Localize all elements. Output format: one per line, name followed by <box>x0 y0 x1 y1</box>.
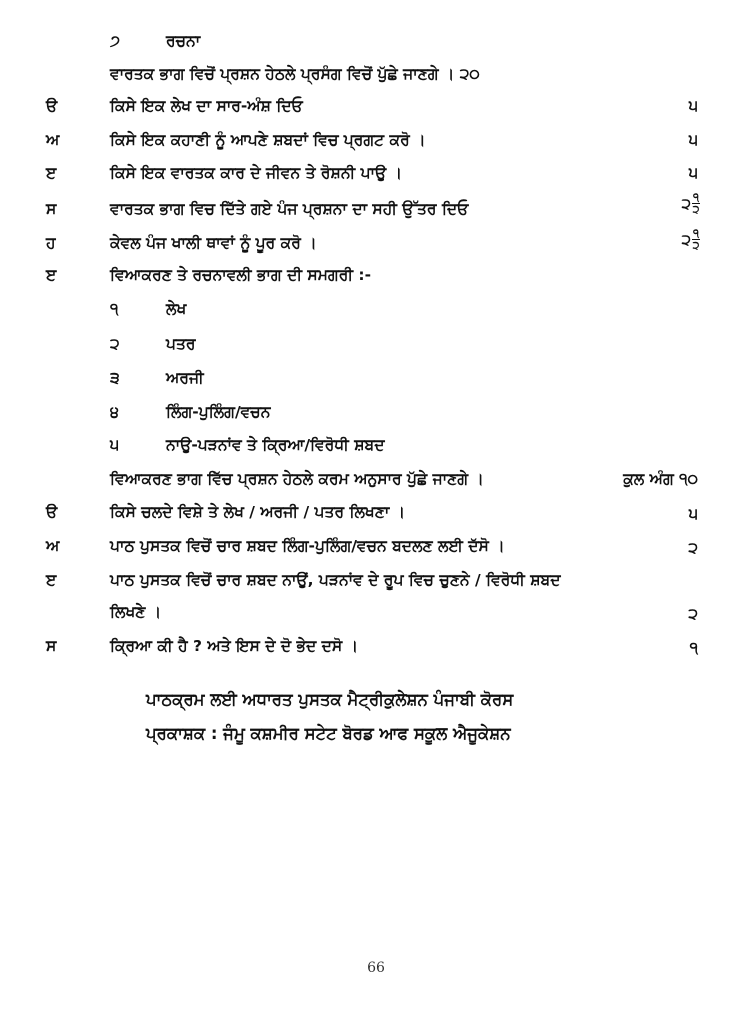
prose-item-label: ਸ <box>46 200 57 218</box>
fraction-denominator: ੨ <box>692 239 700 252</box>
prose-item-text: ਕਿਸੇ ਇਕ ਵਾਰਤਕ ਕਾਰ ਦੇ ਜੀਵਨ ਤੇ ਰੋਸ਼ਨੀ ਪਾਉ । <box>110 164 403 182</box>
topic-text: ਲਿੰਗ-ਪੁਲਿੰਗ/ਵਚਨ <box>166 403 271 421</box>
grammar-item-marks: ੧ <box>689 639 698 657</box>
prose-item-label: ਅ <box>46 131 60 149</box>
topic-text: ਲੇਖ <box>166 300 187 318</box>
fraction-denominator: ੨ <box>692 203 700 216</box>
topic-text: ਪਤਰ <box>166 335 196 353</box>
grammar-item-text: ਕਿਸੇ ਚਲਦੇ ਵਿਸ਼ੇ ਤੇ ਲੇਖ / ਅਰਜੀ / ਪਤਰ ਲਿਖਣਾ । <box>110 503 406 521</box>
section-number: ੭ <box>110 32 120 50</box>
topic-number: ੩ <box>110 369 120 387</box>
grammar-item-label: ਸ <box>46 637 57 655</box>
prose-item-label: ੲ <box>46 164 57 182</box>
topic-number: ੪ <box>110 403 119 421</box>
prose-intro: ਵਾਰਤਕ ਭਾਗ ਵਿਚੋਂ ਪ੍ਰਸ਼ਨ ਹੇਠਲੇ ਪ੍ਰਸੰਗ ਵਿਚੋਂ ਪੁੱਛੇ ਜਾਣਗੇ । ੨੦ <box>110 65 480 83</box>
grammar-intro: ਵਿਆਕਰਣ ਭਾਗ ਵਿੱਚ ਪ੍ਰਸ਼ਨ ਹੇਠਲੇ ਕਰਮ ਅਨੁਸਾਰ ਪੁੱਛੇ ਜਾਣਗੇ । <box>110 470 484 488</box>
fraction-part <box>692 228 700 251</box>
prose-item-label: ਹ <box>46 234 56 252</box>
section-title: ਰਚਨਾ <box>166 32 201 50</box>
grammar-item-text: ਕ੍ਰਿਆ ਕੀ ਹੈ ? ਅਤੇ ਇਸ ਦੇ ਦੋ ਭੇਦ ਦਸੋ । <box>110 637 359 655</box>
fraction-whole: ੨ <box>681 230 692 249</box>
topic-text: ਨਾਉ-ਪੜਨਾਂਵ ਤੇ ਕ੍ਰਿਆ/ਵਿਰੋਧੀ ਸ਼ਬਦ <box>166 436 385 454</box>
topic-number: ੨ <box>110 335 120 353</box>
grammar-item-label: ੳ <box>46 503 58 521</box>
prose-item-label: ੲ <box>46 266 57 284</box>
prose-item-marks: ੫ <box>688 164 698 182</box>
grammar-item-text: ਪਾਠ ਪੁਸਤਕ ਵਿਚੋਂ ਚਾਰ ਸ਼ਬਦ ਨਾਉਂ, ਪੜਨਾਂਵ ਦੇ ਰੂਪ ਵਿਚ ਚੁਣਨੇ / ਵਿਰੋਧੀ ਸ਼ਬਦ <box>110 571 561 589</box>
prose-item-text: ਵਿਆਕਰਣ ਤੇ ਰਚਨਾਵਲੀ ਭਾਗ ਦੀ ਸਮਗਰੀ :- <box>110 266 372 284</box>
prose-item-marks-fraction <box>682 192 700 215</box>
grammar-item-text-continued: ਲਿਖਣੇ । <box>110 603 162 621</box>
prose-item-marks: ੫ <box>688 97 698 115</box>
prose-item-text: ਕਿਸੇ ਇਕ ਲੇਖ ਦਾ ਸਾਰ-ਅੰਸ਼ ਦਿਓ <box>110 97 303 115</box>
publisher-line: ਪ੍ਰਕਾਸ਼ਕ : ਜੰਮੂ ਕਸ਼ਮੀਰ ਸਟੇਟ ਬੋਰਡ ਆਫ ਸਕੂਲ ਐਜੂਕੇਸ਼ਨ <box>146 724 511 743</box>
fraction-numerator: ੧ <box>693 191 699 204</box>
prose-item-text: ਕੇਵਲ ਪੰਜ ਖਾਲੀ ਥਾਵਾਂ ਨੂੰ ਪੂਰ ਕਰੋ । <box>110 234 317 252</box>
grammar-item-marks: ੨ <box>688 539 698 557</box>
grammar-item-label: ਅ <box>46 537 60 555</box>
prose-item-text: ਕਿਸੇ ਇਕ ਕਹਾਣੀ ਨੂੰ ਆਪਣੇ ਸ਼ਬਦਾਂ ਵਿਚ ਪ੍ਰਗਟ ਕਰੋ । <box>110 131 426 149</box>
prose-item-label: ੳ <box>46 97 58 115</box>
topic-number: ੫ <box>110 436 120 454</box>
textbook-reference: ਪਾਠਕ੍ਰਮ ਲਈ ਅਧਾਰਤ ਪੁਸਤਕ ਮੈਟ੍ਰੀਕੁਲੇਸ਼ਨ ਪੰਜਾਬੀ ਕੋਰਸ <box>146 690 514 709</box>
grammar-item-marks: ੨ <box>688 605 698 623</box>
fraction-whole: ੨ <box>681 194 692 213</box>
prose-item-marks: ੫ <box>688 131 698 149</box>
topic-number: ੧ <box>110 300 119 318</box>
page-number: 66 <box>367 960 385 976</box>
grammar-item-text: ਪਾਠ ਪੁਸਤਕ ਵਿਚੋਂ ਚਾਰ ਸ਼ਬਦ ਲਿੰਗ-ਪੁਲਿੰਗ/ਵਚਨ ਬਦਲਣ ਲਈ ਦੱਸੋ । <box>110 537 505 555</box>
grammar-item-label: ੲ <box>46 571 57 589</box>
prose-item-text: ਵਾਰਤਕ ਭਾਗ ਵਿਚ ਦਿੱਤੇ ਗਏ ਪੰਜ ਪ੍ਰਸ਼ਨਾ ਦਾ ਸਹੀ ਉੱਤਰ ਦਿਓ <box>110 200 469 218</box>
fraction-numerator: ੧ <box>693 227 699 240</box>
topic-text: ਅਰਜੀ <box>166 369 204 387</box>
grammar-total-marks: ਕੁਲ ਅੰਗ ੧੦ <box>623 470 698 488</box>
prose-item-marks-fraction <box>682 228 700 251</box>
fraction-part <box>692 192 700 215</box>
grammar-item-marks: ੫ <box>688 505 698 523</box>
